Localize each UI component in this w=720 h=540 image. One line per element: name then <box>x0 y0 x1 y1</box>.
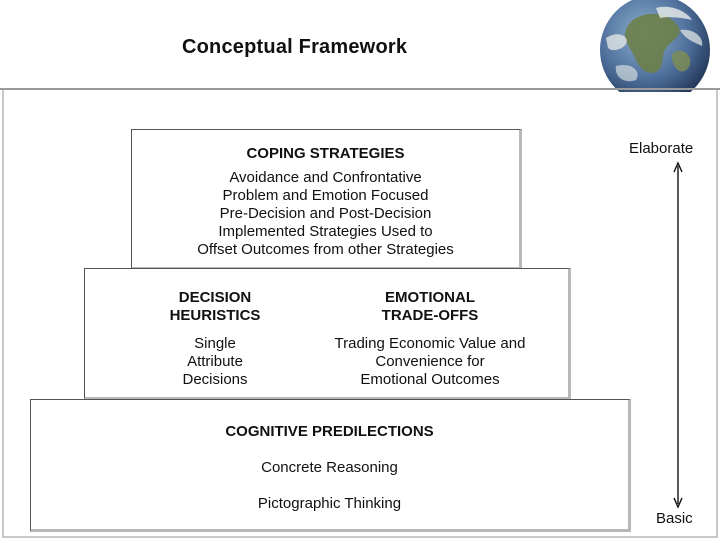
column-heading: HEURISTICS <box>169 307 261 324</box>
column-heading: DECISION <box>178 289 252 306</box>
emotional-tradeoffs-column <box>295 289 565 389</box>
column-heading: EMOTIONAL <box>385 289 475 306</box>
scale-bottom-label: Basic <box>656 510 693 527</box>
tier-cognitive-predilections <box>30 399 631 532</box>
slide-title: Conceptual Framework <box>182 36 408 58</box>
tier-heading: COPING STRATEGIES <box>246 145 405 162</box>
tier-line: Offset Outcomes from other Strategies <box>197 241 454 258</box>
column-line: Decisions <box>182 371 248 388</box>
column-line: Convenience for <box>375 353 485 370</box>
tier-line: Avoidance and Confrontative <box>229 169 422 186</box>
tier-heading: COGNITIVE PREDILECTIONS <box>225 423 434 440</box>
column-line: Emotional Outcomes <box>360 371 500 388</box>
column-line: Trading Economic Value and <box>334 335 526 352</box>
globe-icon <box>596 0 714 92</box>
tier-line: Pictographic Thinking <box>257 495 402 512</box>
column-line: Attribute <box>187 353 243 370</box>
tier-line: Pre-Decision and Post-Decision <box>219 205 432 222</box>
tier-decisions-tradeoffs <box>84 268 571 400</box>
double-arrow-icon <box>670 160 690 510</box>
tier-line: Concrete Reasoning <box>261 459 398 476</box>
tier-line: Problem and Emotion Focused <box>222 187 429 204</box>
column-line: Single <box>194 335 236 352</box>
scale-top-label: Elaborate <box>629 140 694 157</box>
column-heading: TRADE-OFFS <box>381 307 479 324</box>
decision-heuristics-column <box>145 289 285 389</box>
tier-coping-strategies <box>131 129 522 270</box>
tier-line: Implemented Strategies Used to <box>218 223 433 240</box>
